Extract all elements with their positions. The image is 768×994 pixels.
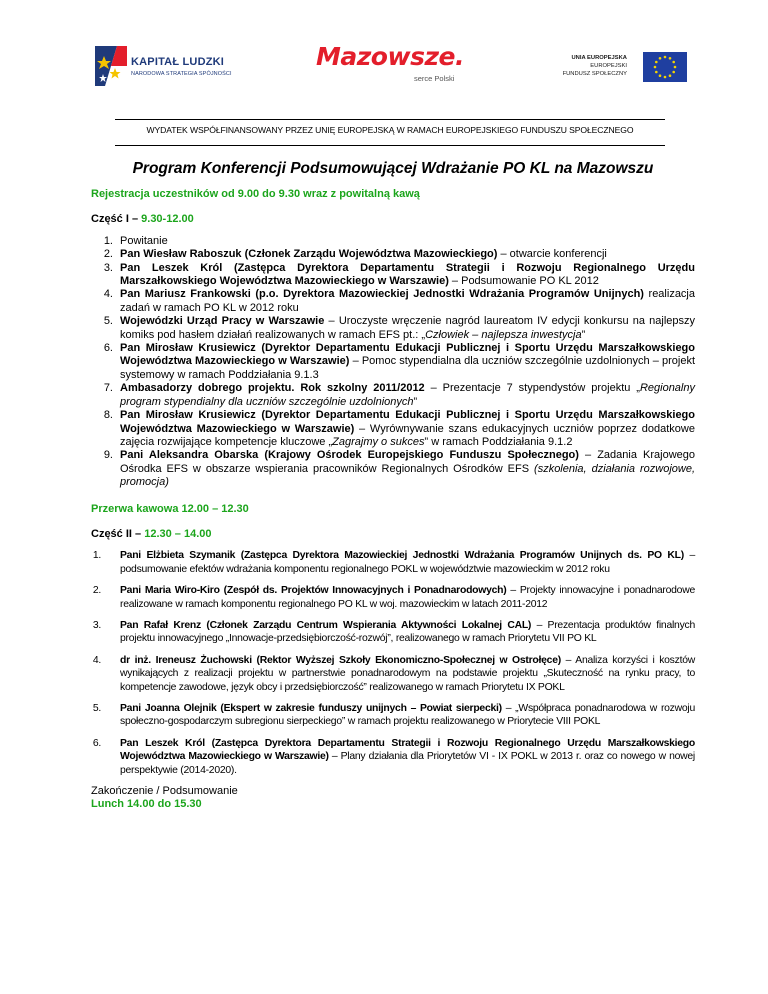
agenda-item-number: 2. (92, 585, 101, 597)
mazowsze-logo (316, 42, 476, 92)
closing-note: Zakończenie / Podsumowanie (91, 785, 238, 798)
ue-logo (562, 52, 695, 92)
agenda-item-number: 4. (92, 654, 101, 666)
agenda-item-speaker: Pan Leszek Król (Zastępca Dyrektora Departamentu Strategii i Rozwoju Regionalnego Urzędu Marszałkowskiego Województwa Mazowieckiego w Warszawie) (120, 737, 695, 763)
ue-line2: EUROPEJSKI (590, 63, 627, 69)
kapital-ludzki-logo (93, 42, 263, 92)
agenda-item-number: 3. (103, 261, 113, 274)
agenda-item-italic: Zagrajmy o sukces (332, 435, 425, 448)
part2-label: Część II – (91, 527, 145, 540)
agenda-item-speaker: Pan Mariusz Frankowski (p.o. Dyrektora Mazowieckiej Jednostki Wdrażania Programów Unijnych) (120, 288, 644, 301)
agenda-item-number: 2. (103, 248, 113, 261)
eu-flag-icon (643, 52, 687, 82)
agenda-item-text: – Uroczyste wręczenie nagród laureatom IV edycji konkursu na najlepszy komiks pod hasłem działań realizowanych w ramach EFS pt.: „ (120, 315, 695, 341)
agenda-item-speaker: Wojewódzki Urząd Pracy w Warszawie (120, 315, 325, 328)
agenda-item-text: – Podsumowanie PO KL 2012 (448, 275, 599, 288)
agenda-item-number: 9. (103, 449, 113, 462)
agenda-item-text: Powitanie (120, 234, 168, 247)
agenda-item-number: 8. (103, 409, 113, 422)
part1-label: Część I – (91, 213, 142, 226)
registration-note: Rejestracja uczestników od 9.00 do 9.30 wraz z powitalną kawą (91, 188, 420, 200)
kapital-ludzki-emblem-icon (93, 42, 129, 92)
agenda-item-text: – Analiza korzyści i kosztów wynikających z realizacji projektu w partnerstwie ponadnarodowym na podstawie projektu „Skuteczność na rynku pracy, to kompetencje zawodowe, język obcy i przedsiębiorczość” realizowanego w ramach Priorytetu IX POKL (120, 654, 695, 693)
part1-agenda-list (91, 235, 695, 490)
agenda-item-speaker: Pan Mirosław Krusiewicz (Dyrektor Departamentu Edukacji Publicznej i Sportu Urzędu Marszałkowskiego Województwa Mazowieckiego w Warszawie) (120, 342, 695, 368)
agenda-item-text: – Prezentacja produktów finalnych projektu innowacyjnego „Innowacje-przedsiębiorczość-rozwój”, realizowanego w ramach Priorytetu VII PO KL (120, 619, 695, 645)
agenda-item (91, 315, 695, 342)
agenda-item-text: – Plany działania dla Priorytetów VI - IX POKL w 2013 r. oraz co nowego w nowej perspektywie (2014-2020). (120, 751, 695, 776)
agenda-item-tail: ” w ramach Poddziałania 9.1.2 (424, 435, 573, 448)
cofinancing-note: WYDATEK WSPÓŁFINANSOWANY PRZEZ UNIĘ EUROPEJSKĄ W RAMACH EUROPEJSKIEGO FUNDUSZU SPOŁECZNEGO (146, 125, 634, 135)
coffee-break: Przerwa kawowa 12.00 – 12.30 (91, 502, 249, 515)
agenda-item (91, 702, 695, 729)
agenda-item-text: – „Współpraca ponadnarodowa w rozwoju społeczno-gospodarczym subregionu sierpeckiego” w ramach projektu realizowanego w Priorytecie VIII POKL (120, 703, 695, 728)
agenda-item-text: – Wyrównywanie szans edukacyjnych uczniów poprzez dodatkowe zajęcia rozwijające kompetencje kluczowe „ (120, 422, 695, 448)
ue-line1: UNIA EUROPEJSKA (571, 55, 627, 61)
agenda-item-italic: (szkolenia, działania rozwojowe, promocja) (120, 462, 695, 489)
agenda-item-text: – Pomoc stypendialna dla uczniów szczególnie uzdolnionych – projekt systemowy w ramach Poddziałania 9.1.3 (120, 355, 695, 381)
agenda-item-number: 7. (103, 382, 113, 395)
agenda-item-number: 5. (103, 315, 113, 328)
agenda-item (91, 737, 695, 777)
agenda-item (91, 549, 695, 576)
lunch-note: Lunch 14.00 do 15.30 (91, 798, 202, 811)
part2-agenda-list (91, 549, 695, 777)
part2-time: 12.30 – 14.00 (144, 527, 212, 540)
agenda-item-text: – Projekty innowacyjne i ponadnarodowe realizowane w ramach komponentu regionalnego PO KL w woj. mazowieckim w latach 2011-2012 (120, 585, 695, 610)
agenda-item-text: realizacja zadań w ramach PO KL w 2012 roku (120, 288, 695, 314)
page-title: Program Konferencji Podsumowującej Wdrażanie PO KL na Mazowszu (132, 160, 654, 177)
agenda-item-text: – podsumowanie efektów wdrażania komponentu regionalnego POKL w województwie mazowieckim w 2012 roku (120, 550, 695, 575)
agenda-item-speaker: Pani Joanna Olejnik (Ekspert w zakresie funduszy unijnych – Powiat sierpecki) (120, 703, 502, 714)
agenda-item-speaker: Ambasadorzy dobrego projektu. Rok szkolny 2011/2012 (120, 382, 425, 395)
agenda-item (91, 619, 695, 646)
agenda-item (91, 262, 695, 289)
part1-time: 9.30-12.00 (141, 213, 194, 226)
logo-bar (0, 0, 768, 110)
agenda-item (91, 449, 695, 489)
agenda-item-text: – Prezentacje 7 stypendystów projektu „ (424, 382, 640, 395)
kapital-ludzki-subtitle: NARODOWA STRATEGIA SPÓJNOŚCI (131, 71, 232, 77)
agenda-item-number: 3. (92, 619, 101, 631)
agenda-item-speaker: Pan Rafał Krenz (Członek Zarządu Centrum Wspierania Aktywności Lokalnej CAL) (120, 619, 532, 631)
agenda-item-number: 6. (92, 737, 101, 749)
agenda-item-speaker: Pani Elżbieta Szymanik (Zastępca Dyrektora Mazowieckiej Jednostki Wdrażania Programów Unijnych ds. PO KL) (120, 550, 684, 562)
agenda-item (91, 288, 695, 315)
ue-text (563, 54, 627, 78)
agenda-item (91, 654, 695, 694)
agenda-item-number: 1. (103, 234, 113, 247)
agenda-item-speaker: Pani Maria Wiro-Kiro (Zespół ds. Projektów Innowacyjnych i Ponadnarodowych) (120, 585, 507, 597)
agenda-item (91, 382, 695, 409)
agenda-item-speaker: Pan Mirosław Krusiewicz (Dyrektor Departamentu Edukacji Publicznej i Sportu Urzędu Marszałkowskiego Województwa Mazowieckiego w Warszawie) (120, 409, 695, 435)
part1-heading (91, 213, 695, 226)
agenda-item-text: – Zadania Krajowego Ośrodka EFS w obszarze wspierania pracowników Regionalnych Ośrodków EFS (120, 449, 695, 475)
agenda-item-number: 5. (92, 703, 101, 714)
agenda-item (91, 342, 695, 382)
agenda-item (91, 248, 695, 261)
mazowsze-title: Mazowsze. (316, 42, 464, 71)
agenda-item-speaker: Pan Wiesław Raboszuk (Członek Zarządu Województwa Mazowieckiego) (120, 248, 498, 261)
kapital-ludzki-title: KAPITAŁ LUDZKI (131, 56, 225, 68)
header-rule-top (115, 119, 665, 120)
agenda-item-speaker: Pan Leszek Król (Zastępca Dyrektora Departamentu Strategii i Rozwoju Regionalnego Urzędu Marszałkowskiego Województwa Mazowieckiego w Warszawie) (120, 261, 695, 288)
agenda-item-number: 1. (92, 550, 101, 562)
agenda-item-tail: ” (581, 328, 586, 341)
part2-heading (91, 528, 695, 541)
agenda-item-text: – otwarcie konferencji (497, 248, 607, 261)
agenda-item-tail: ” (413, 395, 418, 408)
agenda-item (91, 584, 695, 611)
agenda-item-italic: Regionalny program stypendialny dla uczniów szczególnie uzdolnionych (120, 382, 695, 408)
agenda-item-number: 6. (103, 342, 113, 355)
agenda-item-italic: Człowiek – najlepsza inwestycja (425, 328, 582, 341)
agenda-item (91, 409, 695, 449)
agenda-item-speaker: dr inż. Ireneusz Żuchowski (Rektor Wyższej Szkoły Ekonomiczno-Społecznej w Ostrołęce) (120, 654, 561, 666)
agenda-item-number: 4. (103, 288, 113, 301)
header-rule-bottom (115, 145, 665, 146)
ue-line3: FUNDUSZ SPOŁECZNY (562, 71, 627, 77)
document-body (91, 160, 695, 812)
mazowsze-subtitle: serce Polski (414, 74, 455, 83)
agenda-item (91, 235, 695, 248)
agenda-item-speaker: Pani Aleksandra Obarska (Krajowy Ośrodek Europejskiego Funduszu Społecznego) (120, 449, 579, 462)
